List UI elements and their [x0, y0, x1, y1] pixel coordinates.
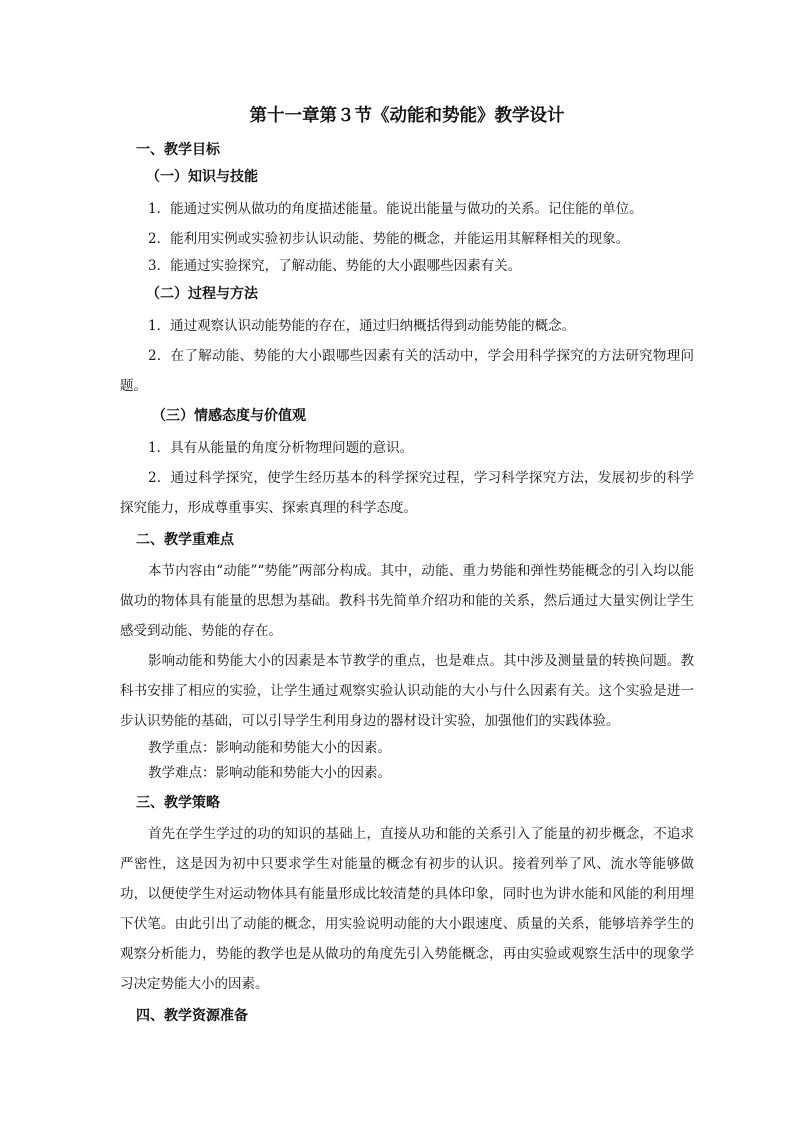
- subsection-heading-attitude: （三）情感态度与价值观: [152, 408, 306, 424]
- document-title: 第十一章第３节《动能和势能》教学设计: [249, 106, 565, 126]
- list-item: 2．能利用实例或实验初步认识动能、势能的概念，并能运用其解释相关的现象。: [148, 231, 630, 247]
- paragraph: 影响动能和势能大小的因素是本节教学的重点，也是难点。其中涉及测量量的转换问题。教科书安排了相应的实验，让学生通过观察实验认识动能的大小与什么因素有关。这个实验是进一步认识势能的基础，可以引导学生利用身边的器材设计实验，加强他们的实践体验。: [120, 653, 694, 729]
- list-item: 2．在了解动能、势能的大小跟哪些因素有关的活动中，学会用科学探究的方法研究物理问题。: [120, 348, 694, 394]
- subsection-heading-process: （二）过程与方法: [146, 286, 258, 302]
- teaching-key-point: 教学重点：影响动能和势能大小的因素。: [148, 740, 391, 756]
- subsection-heading-knowledge: （一）知识与技能: [146, 169, 258, 185]
- teaching-difficulty: 教学难点：影响动能和势能大小的因素。: [148, 765, 391, 781]
- section-heading-objectives: 一、教学目标: [136, 142, 220, 158]
- section-heading-resources: 四、教学资源准备: [136, 1008, 248, 1024]
- paragraph: 本节内容由“动能”“势能”两部分构成。其中，动能、重力势能和弹性势能概念的引入均以能做功的物体具有能量的思想为基础。教科书先简单介绍功和能的关系，然后通过大量实例让学生感受到动能、势能的存在。: [120, 563, 694, 639]
- list-item: 1．通过观察认识动能势能的存在，通过归纳概括得到动能势能的概念。: [148, 318, 576, 334]
- list-item: 2．通过科学探究，使学生经历基本的科学探究过程，学习科学探究方法，发展初步的科学探究能力，形成尊重事实、探索真理的科学态度。: [120, 470, 694, 516]
- list-item: 1．能通过实例从做功的角度描述能量。能说出能量与做功的关系。记住能的单位。: [148, 201, 643, 217]
- list-item: 1．具有从能量的角度分析物理问题的意识。: [148, 440, 414, 456]
- paragraph: 首先在学生学过的功的知识的基础上，直接从功和能的关系引入了能量的初步概念，不追求严密性，这是因为初中只要求学生对能量的概念有初步的认识。接着列举了风、流水等能够做功，以便使学生对运动物体具有能量形成比较清楚的具体印象，同时也为讲水能和风能的利用埋下伏笔。由此引出了动能的概念，用实验说明动能的大小跟速度、质量的关系，能够培养学生的观察分析能力，势能的教学也是从做功的角度先引入势能概念，再由实验或观察生活中的现象学习决定势能大小的因素。: [120, 826, 694, 992]
- list-item: 3．能通过实验探究，了解动能、势能的大小跟哪些因素有关。: [148, 258, 522, 274]
- section-heading-key-difficult: 二、教学重难点: [136, 532, 234, 548]
- section-heading-strategy: 三、教学策略: [136, 795, 220, 811]
